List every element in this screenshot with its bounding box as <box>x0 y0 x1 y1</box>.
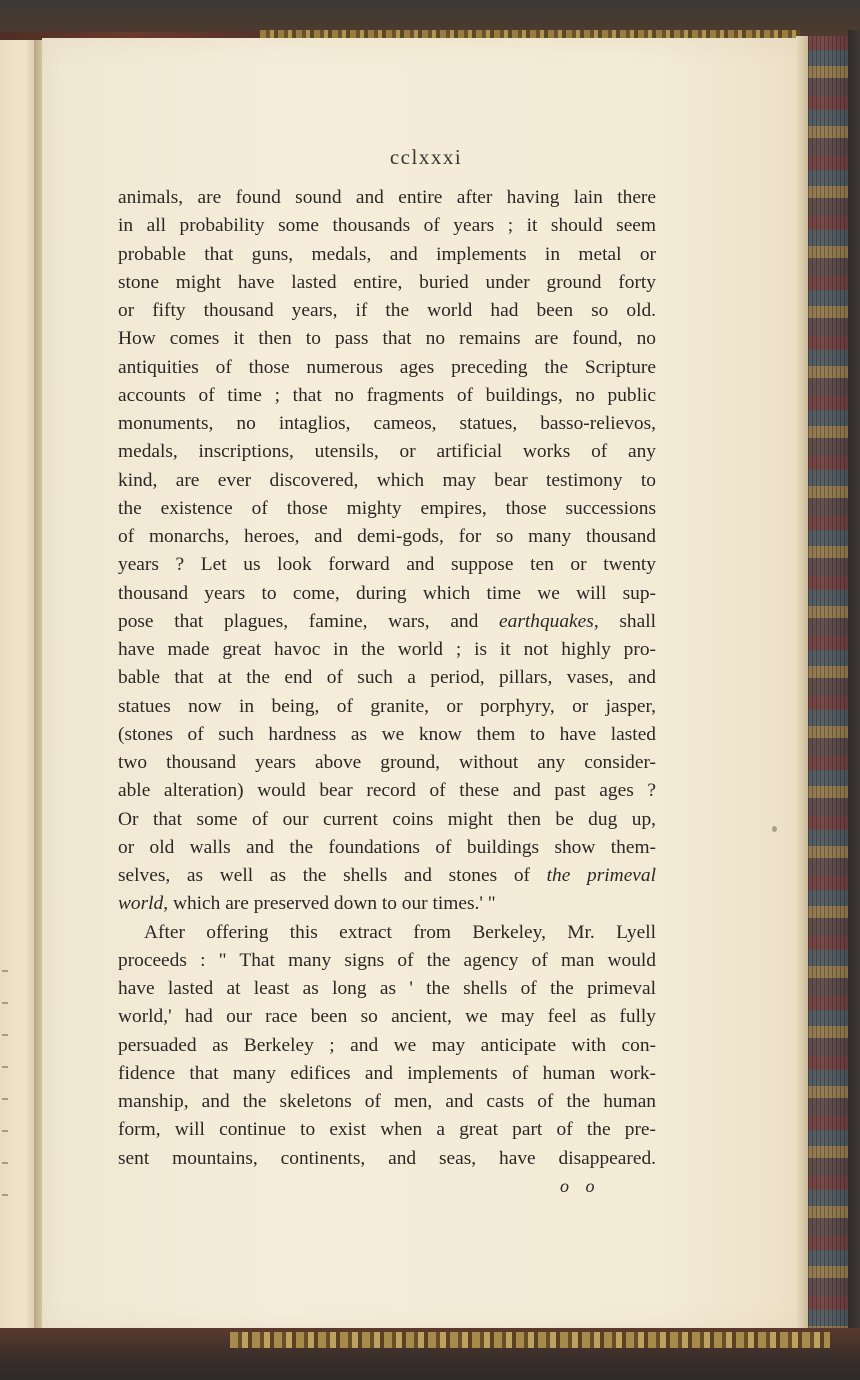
text-line: able alteration) would bear record of these and past ages ? <box>118 780 656 802</box>
left-page-edge-marks <box>2 940 8 1210</box>
text-line: or fifty thousand years, if the world had been so old. <box>118 300 656 321</box>
text-line: manship, and the skeletons of men, and casts of the human <box>118 1091 656 1112</box>
text-line: thousand years to come, during which time we will sup- <box>118 582 656 604</box>
text-line <box>118 862 656 890</box>
italic-word: world <box>118 893 164 915</box>
signature-mark: o o <box>560 1176 601 1196</box>
text-line: (stones of such hardness as we know them to have lasted <box>118 723 656 745</box>
text-line: years ? Let us look forward and suppose ten or twenty <box>118 554 656 576</box>
bottom-gilt-border <box>230 1332 830 1348</box>
text-line: proceeds : " That many signs of the agency of man would <box>118 949 656 971</box>
text-line: animals, are found sound and entire after having lain there <box>118 187 656 208</box>
right-cover-edge <box>848 30 860 1340</box>
text-line: in all probability some thousands of years ; it should seem <box>118 215 656 237</box>
text-line: monuments, no intaglios, cameos, statues, basso-relievos, <box>118 413 656 434</box>
text-line: Or that some of our current coins might then be dug up, <box>118 808 656 830</box>
italic-word: earthquakes <box>499 610 594 632</box>
text-line <box>118 608 656 636</box>
text-line: sent mountains, continents, and seas, have disappeared. <box>118 1147 656 1169</box>
text-line: world,' had our race been so ancient, we may feel as fully <box>118 1006 656 1028</box>
text-line: How comes it then to pass that no remains are found, no <box>118 328 656 350</box>
text-line: fidence that many edifices and implements of human work- <box>118 1062 656 1084</box>
text-segment: selves, as well as the shells and stones of <box>118 865 530 886</box>
text-line: have made great havoc in the world ; is it not highly pro- <box>118 639 656 660</box>
text-line: of monarchs, heroes, and demi-gods, for so many thousand <box>118 526 656 547</box>
text-segment: , shall <box>593 610 656 632</box>
text-line: form, will continue to exist when a great part of the pre- <box>118 1119 656 1141</box>
text-line: accounts of time ; that no fragments of buildings, no public <box>118 384 656 406</box>
text-segment: pose that plagues, famine, wars, and <box>118 610 479 632</box>
text-line: medals, inscriptions, utensils, or artificial works of any <box>118 441 656 463</box>
text-line: the existence of those mighty empires, those successions <box>118 497 656 519</box>
bottom-binding <box>0 1328 860 1380</box>
text-line: persuaded as Berkeley ; and we may anticipate with con- <box>118 1034 656 1056</box>
text-line: have lasted at least as long as ' the shells of the primeval <box>118 978 656 999</box>
text-line: kind, are ever discovered, which may bear testimony to <box>118 469 656 491</box>
text-line: antiquities of those numerous ages preceding the Scripture <box>118 356 656 378</box>
marbled-fore-edge <box>796 36 850 1336</box>
text-line: or old walls and the foundations of buildings show them- <box>118 836 656 858</box>
text-line: two thousand years above ground, without any consider- <box>118 752 656 773</box>
text-line: probable that guns, medals, and implements in metal or <box>118 243 656 265</box>
text-segment: , which are preserved down to our times.' " <box>163 893 496 915</box>
text-line <box>118 890 656 918</box>
italic-phrase: the primeval <box>546 865 656 886</box>
left-facing-page <box>0 40 36 1335</box>
text-line: bable that at the end of such a period, pillars, vases, and <box>118 667 656 689</box>
page-number-header: cclxxxi <box>389 145 463 169</box>
paragraph-start-line: After offering this extract from Berkeley, Mr. Lyell <box>144 921 656 943</box>
page-blemish <box>772 826 777 832</box>
body-text <box>118 184 656 1173</box>
page-edge-highlight <box>796 36 808 1336</box>
text-line: stone might have lasted entire, buried under ground forty <box>118 271 656 293</box>
text-line: statues now in being, of granite, or porphyry, or jasper, <box>118 695 656 717</box>
